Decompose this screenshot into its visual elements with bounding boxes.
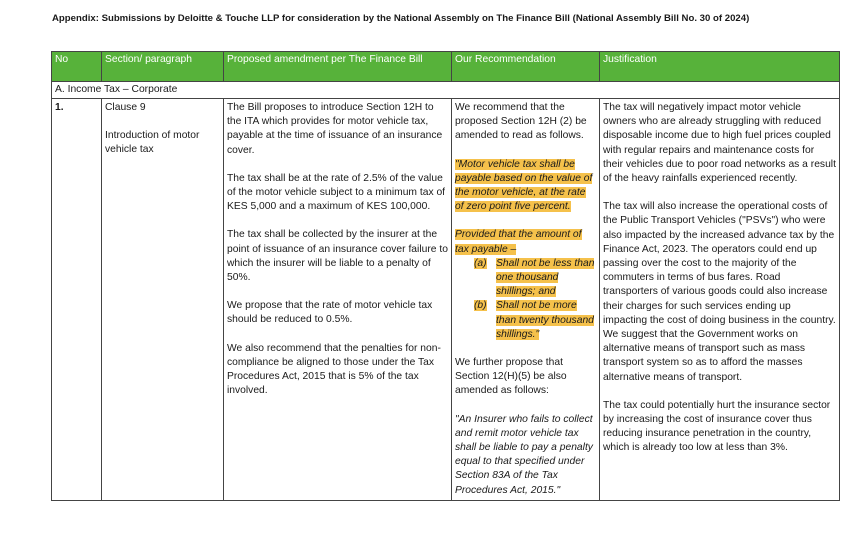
page-title: Appendix: Submissions by Deloitte & Touche LLP for consideration by the National Assembly on The Finance Bill (National Assembly Bill No. 30 of 2024)	[52, 13, 750, 24]
further-proposal: We further propose that Section 12(H)(5) be also amended as follows:	[455, 357, 567, 397]
list-item: (a) Shall not be less than one thousand shillings; and	[474, 257, 595, 298]
proposed-paragraph: The tax shall be at the rate of 2.5% of the value of the motor vehicle subject to a minimum tax of KES 5,000 and a maximum of KES 100,000.	[227, 172, 446, 213]
recommendation-quote: "Motor vehicle tax shall be payable based on the value of the motor vehicle, at the rate of zero point five percent.	[455, 158, 593, 213]
proposed-amendment-cell	[224, 99, 452, 501]
column-header-justification: Justification	[600, 52, 840, 82]
column-header-proposed: Proposed amendment per The Finance Bill	[224, 52, 452, 82]
justification-paragraph: The tax will negatively impact motor vehicle owners who are already struggling with reduced disposable income due to high fuel prices coupled with regular repairs and maintenance costs for their vehicles due to poor road networks as a result of the heavy rainfalls experienced recently.	[603, 102, 836, 185]
proviso-text: Provided that the amount of tax payable –	[455, 229, 582, 255]
recommendation-intro: We recommend that the proposed Section 12H (2) be amended to read as follows.	[455, 102, 587, 142]
justification-paragraph: The tax will also increase the operational costs of the Public Transport Vehicles ("PSVs") who were also impacted by the increased advance tax by the Finance Act, 2023. The operators could end up passing over the cost to the majority of the commuters in terms of bus fares. Road transporters of various goods could also increase their charges for such services ending up impacting the cost of doing business in the country. We suggest that the Government works on alternative means of transport such as mass transport system so as to afford the masses alternative means of transport.	[603, 201, 836, 383]
clause-title: Introduction of motor vehicle tax	[105, 130, 200, 156]
proposed-paragraph: The Bill proposes to introduce Section 12H to the ITA which provides for motor vehicle tax, payable at the time of issuance of an insurance cover.	[227, 102, 443, 156]
section-cell	[102, 99, 224, 501]
justification-paragraph: The tax could potentially hurt the insurance sector by increasing the cost of insurance cover thus reducing insurance penetration in the country, which is already too low at less than 3%.	[603, 399, 831, 454]
submissions-table	[51, 51, 840, 501]
table-row	[52, 99, 840, 501]
section-heading: A. Income Tax – Corporate	[52, 82, 840, 99]
row-number: 1.	[52, 99, 102, 501]
list-item: (b) Shall not be more than twenty thousand shillings."	[474, 300, 594, 340]
penalty-quote: "An Insurer who fails to collect and remit motor vehicle tax shall be liable to pay a penalty equal to that specified under Section 83A of the Tax Procedures Act, 2015."	[455, 413, 593, 496]
proposed-paragraph: We also recommend that the penalties for non-compliance be aligned to those under the Tax Procedures Act, 2015 that is 5% of the tax involved.	[227, 342, 441, 397]
proposed-paragraph: We propose that the rate of motor vehicle tax should be reduced to 0.5%.	[227, 300, 433, 326]
table-header-row	[52, 52, 840, 82]
column-header-recommendation: Our Recommendation	[452, 52, 600, 82]
justification-cell	[600, 99, 840, 501]
column-header-section: Section/ paragraph	[102, 52, 224, 82]
section-heading-row	[52, 82, 840, 99]
proposed-paragraph: The tax shall be collected by the insurer at the point of issuance of an insurance cover failure to which the insurer will be liable to a penalty of 50%.	[227, 229, 448, 284]
column-header-no: No	[52, 52, 102, 82]
proviso-list	[455, 257, 596, 342]
clause-label: Clause 9	[105, 102, 146, 113]
recommendation-cell	[452, 99, 600, 501]
